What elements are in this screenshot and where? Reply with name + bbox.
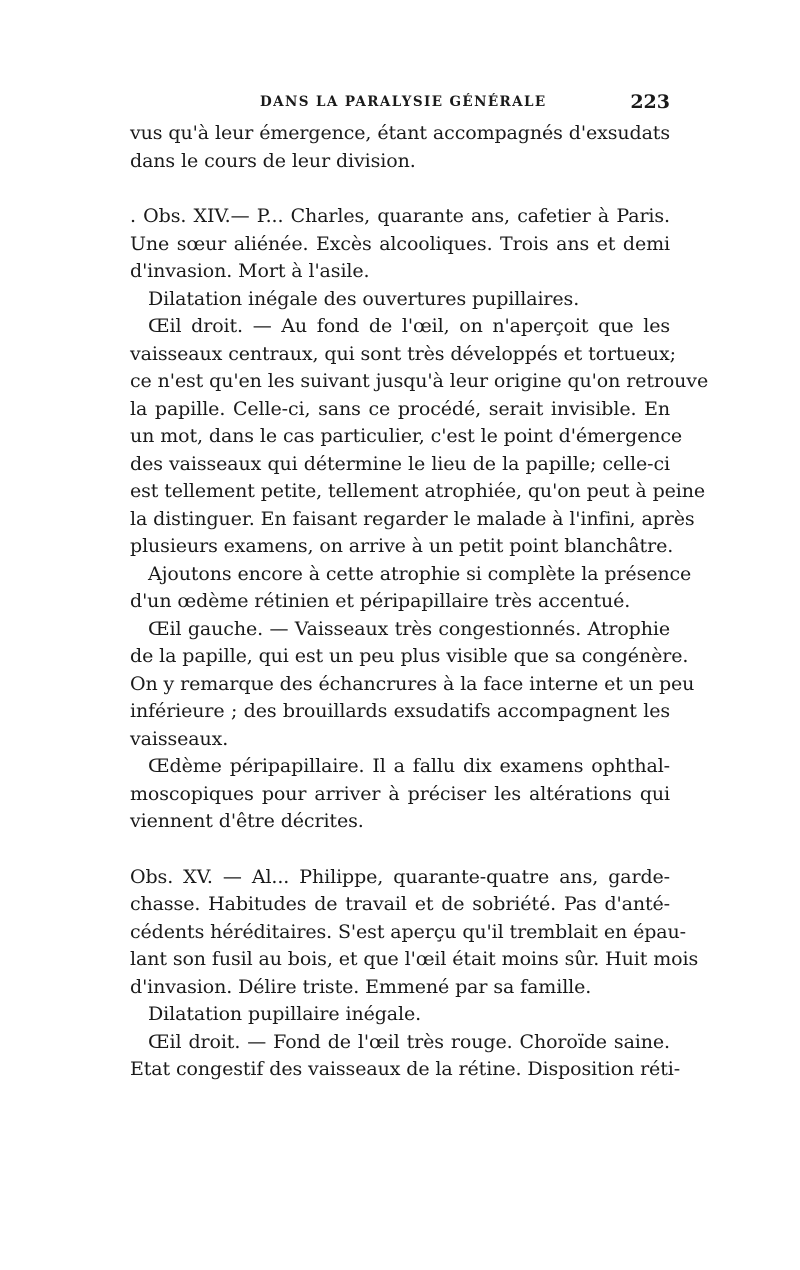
text-line: des vaisseaux qui détermine le lieu de la papille; celle-ci [130, 452, 670, 475]
text-line: inférieure ; des brouillards exsudatifs accompagnent les [130, 700, 670, 722]
text-line: Œil droit. — Au fond de l'œil, on n'aperçoit que les [148, 315, 670, 337]
running-title: DANS LA PARALYSIE GÉNÉRALE [260, 94, 547, 110]
text-line: Obs. XV. — Al... Philippe, quarante-quatre ans, garde- [130, 865, 670, 888]
opening-paragraph [130, 120, 670, 175]
text-line: d'invasion. Mort à l'asile. [130, 260, 370, 282]
section-gap [130, 836, 670, 864]
text-line: d'un œdème rétinien et péripapillaire très accentué. [130, 590, 631, 612]
section-gap [130, 175, 670, 203]
text-line: Dilatation pupillaire inégale. [148, 1003, 422, 1025]
text-line: plusieurs examens, on arrive à un petit point blanchâtre. [130, 535, 674, 557]
text-line: Etat congestif des vaisseaux de la rétine. Disposition réti- [130, 1058, 681, 1080]
text-line: . Obs. XIV.— P... Charles, quarante ans, cafetier à Paris. [130, 205, 670, 227]
text-line: moscopiques pour arriver à préciser les altérations qui [130, 782, 670, 805]
text-line: la papille. Celle-ci, sans ce procédé, serait invisible. En [130, 397, 670, 420]
text-line: est tellement petite, tellement atrophiée, qu'on peut à peine [130, 480, 706, 502]
text-line: vaisseaux. [130, 727, 229, 750]
observation-xiv [130, 203, 709, 836]
text-line: d'invasion. Délire triste. Emmené par sa famille. [130, 975, 592, 998]
running-head [130, 92, 670, 116]
text-line: Œil droit. — Fond de l'œil très rouge. Choroïde saine. [148, 1030, 670, 1053]
text-line: Dilatation inégale des ouvertures pupillaires. [148, 287, 580, 310]
page-number: 223 [630, 91, 670, 113]
text-line: un mot, dans le cas particulier, c'est le point d'émergence [130, 425, 683, 447]
text-line: cédents héréditaires. S'est aperçu qu'il tremblait en épau- [130, 920, 686, 943]
text-line: lant son fusil au bois, et que l'œil était moins sûr. Huit mois [130, 948, 699, 970]
text-line: On y remarque des échancrures à la face interne et un peu [130, 672, 695, 695]
text-line: de la papille, qui est un peu plus visible que sa congénère. [130, 645, 689, 667]
page-body [130, 91, 709, 1084]
text-line: dans le cours de leur division. [130, 149, 416, 172]
text-line: Œdème péripapillaire. Il a fallu dix examens ophthal- [148, 755, 670, 777]
text-line: ce n'est qu'en les suivant jusqu'à leur origine qu'on retrouve [130, 370, 709, 392]
text-line: Œil gauche. — Vaisseaux très congestionnés. Atrophie [148, 617, 670, 640]
text-line: chasse. Habitudes de travail et de sobriété. Pas d'anté- [130, 893, 670, 915]
text-line: vaisseaux centraux, qui sont très développés et tortueux; [130, 342, 676, 365]
text-line: vus qu'à leur émergence, étant accompagnés d'exsudats [130, 122, 670, 144]
text-line: Ajoutons encore à cette atrophie si complète la présence [148, 562, 692, 585]
text-line: viennent d'être décrites. [130, 810, 364, 832]
observation-xv [130, 864, 699, 1084]
text-line: Une sœur aliénée. Excès alcooliques. Trois ans et demi [130, 232, 670, 255]
text-line: la distinguer. En faisant regarder le malade à l'infini, après [130, 507, 695, 530]
